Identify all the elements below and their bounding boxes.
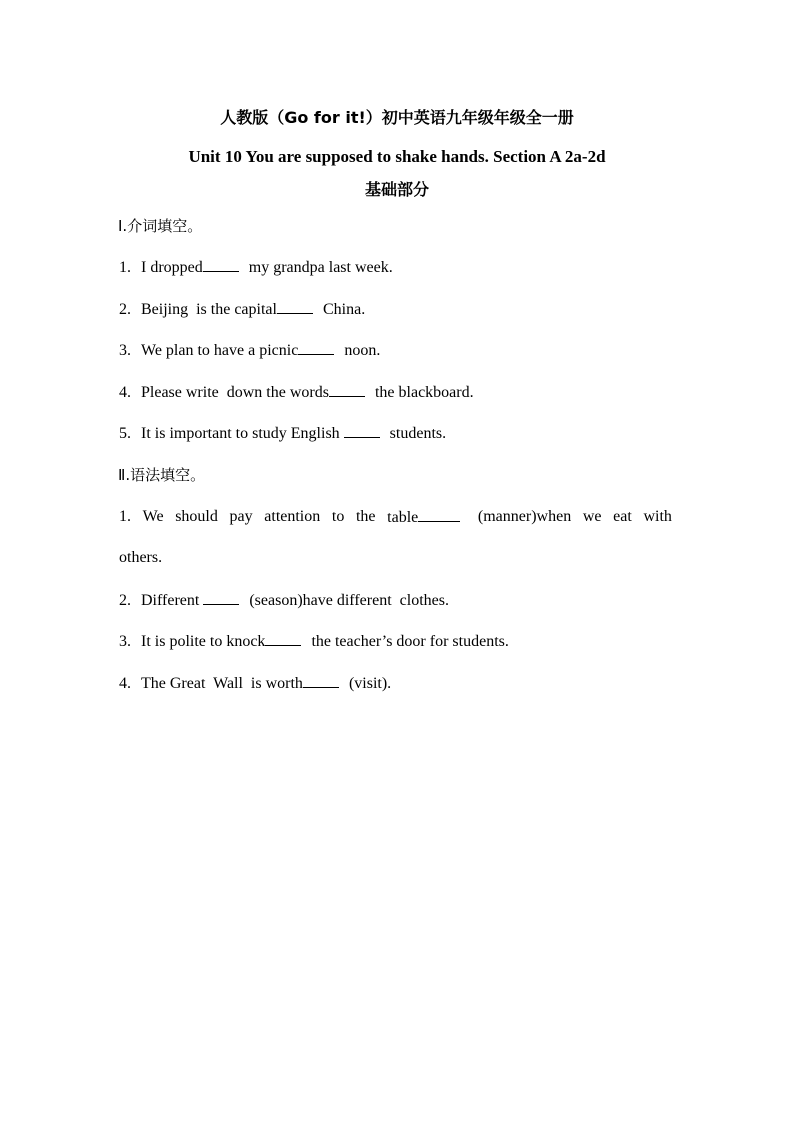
question-item xyxy=(119,382,474,403)
question-text-before: Different xyxy=(141,592,200,609)
answer-blank[interactable] xyxy=(203,257,239,272)
question-number: 5. xyxy=(119,425,131,442)
question-item xyxy=(119,340,380,361)
answer-blank[interactable] xyxy=(203,590,239,605)
question-text-after: noon. xyxy=(344,342,381,359)
question-word-with-blank: table xyxy=(387,507,466,528)
question-text-before: It is important to study English xyxy=(141,425,340,442)
question-number: 2. xyxy=(119,592,131,609)
section-heading-prepositions: Ⅰ.介词填空。 xyxy=(118,217,203,235)
answer-blank[interactable] xyxy=(277,299,313,314)
question-number: 3. xyxy=(119,342,131,359)
question-text-after: my grandpa last week. xyxy=(248,259,393,276)
question-item xyxy=(119,423,446,444)
question-item xyxy=(119,299,365,320)
question-text-after: China. xyxy=(322,301,366,318)
question-text-before: The Great Wall is worth xyxy=(141,675,303,692)
question-item xyxy=(119,590,449,611)
question-item xyxy=(119,507,672,528)
question-text-after: the teacher’s door for students. xyxy=(311,633,509,650)
question-item xyxy=(119,631,509,652)
question-text-before: We plan to have a picnic xyxy=(141,342,299,359)
section-subtitle: 基础部分 xyxy=(364,180,429,199)
question-number: 4. xyxy=(119,675,131,692)
question-word: eat xyxy=(613,508,632,525)
question-text-before: I dropped xyxy=(141,259,203,276)
answer-blank[interactable] xyxy=(303,673,339,688)
answer-blank[interactable] xyxy=(298,340,334,355)
question-text-after: students. xyxy=(389,425,447,442)
question-word: attention xyxy=(264,508,321,525)
question-item xyxy=(119,257,393,278)
question-text-after: (visit). xyxy=(348,675,392,692)
question-text-after: (season)have different clothes. xyxy=(249,592,449,609)
question-number: 3. xyxy=(119,633,131,650)
question-word: with xyxy=(643,508,672,525)
worksheet-title-chinese: 人教版（Go for it!）初中英语九年级年级全一册 xyxy=(220,108,574,127)
question-continuation: others. xyxy=(119,549,163,566)
question-text-before: It is polite to knock xyxy=(141,633,266,650)
section-heading-grammar: Ⅱ.语法填空。 xyxy=(118,466,206,484)
question-word: the xyxy=(355,508,376,525)
question-number: 4. xyxy=(119,384,131,401)
question-word: to xyxy=(331,508,345,525)
question-word: we xyxy=(582,508,602,525)
unit-title: Unit 10 You are supposed to shake hands. Section A 2a-2d xyxy=(188,147,606,166)
answer-blank[interactable] xyxy=(418,507,460,522)
question-item xyxy=(119,673,391,694)
question-text-before: Beijing is the capital xyxy=(141,301,277,318)
question-number: 2. xyxy=(119,301,131,318)
question-word: (manner)when xyxy=(477,508,572,525)
question-number: 1. xyxy=(119,259,131,276)
question-word: We xyxy=(142,508,164,525)
question-text-after: the blackboard. xyxy=(374,384,474,401)
question-text-before: Please write down the words xyxy=(141,384,329,401)
answer-blank[interactable] xyxy=(344,423,380,438)
answer-blank[interactable] xyxy=(265,631,301,646)
question-word: pay xyxy=(229,508,253,525)
answer-blank[interactable] xyxy=(329,382,365,397)
question-word: should xyxy=(175,508,218,525)
question-number: 1. xyxy=(119,508,131,525)
